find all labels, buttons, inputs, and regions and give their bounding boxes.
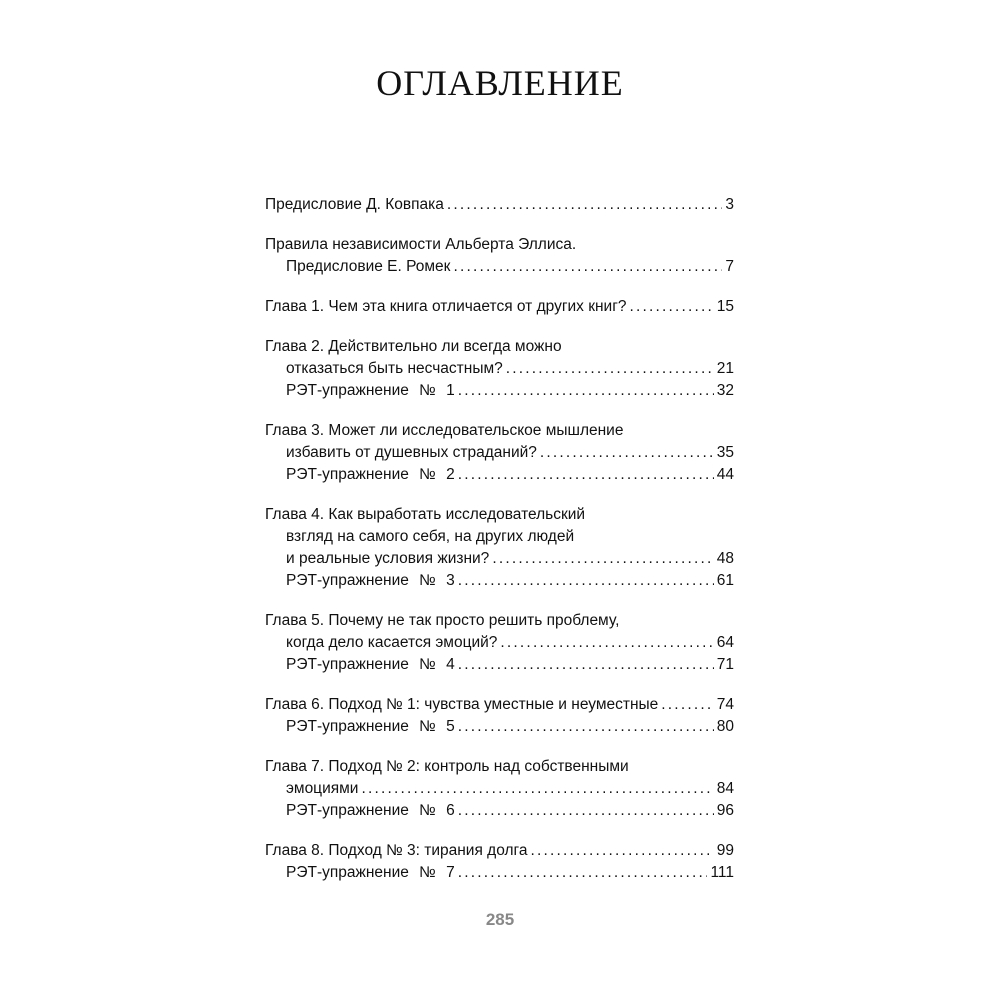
toc-entry	[265, 610, 734, 676]
dot-leader	[530, 840, 713, 862]
toc-entry-title: Глава 1. Чем эта книга отличается от других книг?	[265, 298, 627, 315]
toc-entry	[265, 296, 734, 318]
toc-exercise-line	[265, 800, 734, 822]
toc-page-number: 111	[710, 864, 734, 881]
toc-entry-title: когда дело касается эмоций?	[286, 634, 498, 651]
toc-exercise-title: РЭТ-упражнение № 2	[286, 466, 455, 483]
toc-entry	[265, 840, 734, 884]
toc-entry-title: Предисловие Д. Ковпака	[265, 196, 444, 213]
toc-entry-line	[265, 778, 734, 800]
dot-leader	[458, 464, 714, 486]
dot-leader	[500, 632, 713, 654]
toc-entry	[265, 234, 734, 278]
toc-exercise-title: РЭТ-упражнение № 7	[286, 864, 455, 881]
toc-entry-title: Глава 8. Подход № 3: тирания долга	[265, 842, 528, 859]
toc-entry	[265, 756, 734, 822]
toc-page-number: 99	[716, 842, 734, 859]
toc-entry-title-line: Глава 3. Может ли исследовательское мышление	[265, 422, 624, 439]
toc-page-number: 21	[716, 360, 734, 377]
toc-exercise-title: РЭТ-упражнение № 3	[286, 572, 455, 589]
dot-leader	[506, 358, 714, 380]
toc-entry-line	[265, 840, 734, 862]
dot-leader	[453, 256, 722, 278]
toc-page-number: 15	[716, 298, 734, 315]
toc-entry-title: избавить от душевных страданий?	[286, 444, 537, 461]
toc-entry-line	[265, 442, 734, 464]
toc-entry-title-line: Глава 5. Почему не так просто решить проблему,	[265, 612, 620, 629]
toc-entry-title: эмоциями	[286, 780, 359, 797]
toc-page-number: 96	[716, 802, 734, 819]
toc-entry-line	[265, 358, 734, 380]
toc-exercise-line	[265, 862, 734, 884]
toc-entry-title-line: Глава 4. Как выработать исследовательский	[265, 506, 586, 523]
toc-exercise-line	[265, 654, 734, 676]
page-number: 285	[485, 910, 515, 929]
toc-page-number: 80	[716, 718, 734, 735]
toc-page-number: 74	[716, 696, 734, 713]
dot-leader	[458, 800, 714, 822]
toc-entry-title-line: взгляд на самого себя, на других людей	[286, 528, 575, 545]
dot-leader	[458, 716, 714, 738]
toc-page-number: 35	[716, 444, 734, 461]
toc-entry	[265, 504, 734, 592]
table-of-contents	[265, 194, 734, 902]
toc-entry-title: Предисловие Е. Ромек	[286, 258, 451, 275]
page-title: ОГЛАВЛЕНИЕ	[376, 63, 624, 103]
dot-leader	[458, 862, 708, 884]
toc-exercise-title: РЭТ-упражнение № 1	[286, 382, 455, 399]
toc-entry-title: Глава 6. Подход № 1: чувства уместные и неуместные	[265, 696, 659, 713]
dot-leader	[661, 694, 713, 716]
toc-exercise-line	[265, 716, 734, 738]
toc-exercise-line	[265, 464, 734, 486]
toc-exercise-title: РЭТ-упражнение № 6	[286, 802, 455, 819]
toc-exercise-line	[265, 570, 734, 592]
toc-entry-line	[265, 194, 734, 216]
toc-entry	[265, 420, 734, 486]
dot-leader	[458, 380, 714, 402]
toc-page-number: 48	[716, 550, 734, 567]
toc-exercise-title: РЭТ-упражнение № 5	[286, 718, 455, 735]
dot-leader	[447, 194, 722, 216]
dot-leader	[492, 548, 713, 570]
toc-page-number: 71	[716, 656, 734, 673]
toc-entry-line	[265, 256, 734, 278]
dot-leader	[458, 570, 714, 592]
dot-leader	[458, 654, 714, 676]
toc-entry	[265, 194, 734, 216]
toc-page-number: 44	[716, 466, 734, 483]
toc-entry	[265, 694, 734, 738]
dot-leader	[629, 296, 713, 318]
toc-page-number: 84	[716, 780, 734, 797]
toc-entry-title: отказаться быть несчастным?	[286, 360, 503, 377]
toc-entry-line	[265, 694, 734, 716]
dot-leader	[361, 778, 713, 800]
toc-page-number: 64	[716, 634, 734, 651]
toc-entry-title: и реальные условия жизни?	[286, 550, 490, 567]
toc-page-number: 7	[725, 258, 734, 275]
toc-page-number: 32	[716, 382, 734, 399]
toc-exercise-line	[265, 380, 734, 402]
toc-exercise-title: РЭТ-упражнение № 4	[286, 656, 455, 673]
toc-page-number: 3	[725, 196, 734, 213]
toc-entry-title-line: Глава 2. Действительно ли всегда можно	[265, 338, 562, 355]
toc-entry-title-line: Глава 7. Подход № 2: контроль над собственными	[265, 758, 629, 775]
toc-entry	[265, 336, 734, 402]
toc-entry-line	[265, 632, 734, 654]
toc-entry-line	[265, 548, 734, 570]
toc-entry-line	[265, 296, 734, 318]
dot-leader	[540, 442, 714, 464]
toc-page-number: 61	[716, 572, 734, 589]
toc-entry-title-line: Правила независимости Альберта Эллиса.	[265, 236, 577, 253]
